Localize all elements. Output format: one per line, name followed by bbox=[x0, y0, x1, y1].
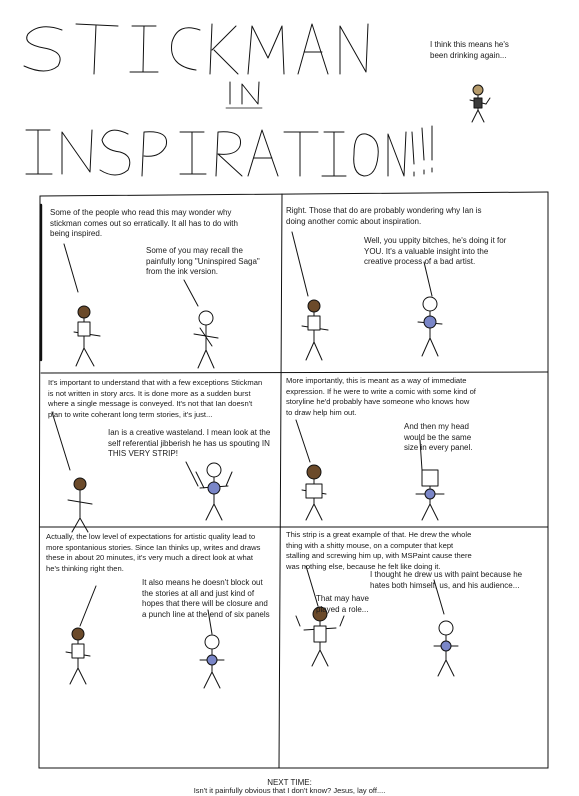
panel-6-narration: This strip is a great example of that. He drew the whole thing with a shitty mouse, on a computer that kept stalling and screwing him up, with MSPaint cause there was nothing else, because he felt like doing it. bbox=[286, 530, 472, 571]
header-caption: I think this means he's been drinking again... bbox=[430, 40, 509, 60]
title-lettering bbox=[24, 24, 432, 176]
panel-5-speech: It also means he doesn't block out the stories at all and just kind of hopes that there will be closure and a punch line at the end of six panels bbox=[142, 578, 270, 619]
panel-6-speech-b: That may have played a role... bbox=[316, 594, 369, 614]
panel-3-narration: It's important to understand that with a few exceptions Stickman is not written in story arcs. It is done more as a sudden burst where a single message is conveyed. It's not that Ian doesn't plan to write coherant long term stories, it's just... bbox=[48, 378, 263, 419]
panel-2-narration: Right. Those that do are probably wondering why Ian is doing another comic about inspiration. bbox=[286, 206, 482, 226]
panel-2-speech: Well, you uppity bitches, he's doing it for YOU. It's a valuable insight into the creative process of a bad artist. bbox=[364, 236, 507, 266]
panel-3-speech: Ian is a creative wasteland. I mean look at the self referential jibberish he has us spouting IN THIS VERY STRIP! bbox=[108, 428, 271, 458]
panel-1-speech: Some of you may recall the painfully long "Uninspired Saga" from the ink version. bbox=[146, 246, 260, 276]
panel-4-speech: And then my head would be the same size in every panel. bbox=[404, 422, 473, 452]
next-time-label: NEXT TIME: bbox=[267, 778, 312, 787]
panel-6-speech-a: I thought he drew us with paint because he hates both himself, us, and his audience... bbox=[370, 570, 523, 590]
panel-4-narration: More importantly, this is meant as a way of immediate expression. If he were to write a comic with some kind of storyline he'd probably have someone who knows how to draw help him out. bbox=[286, 376, 476, 417]
panel-5-narration: Actually, the low level of expectations for artistic quality lead to more spontanious stories. Since Ian thinks up, writes and draws these in about 20 minutes, it's very much a direct look at what he's thinking right then. bbox=[46, 532, 261, 573]
panel-1-narration: Some of the people who read this may wonder why stickman comes out so erratically. It all has to do with being inspired. bbox=[50, 208, 238, 238]
next-time-text: Isn't it painfully obvious that I don't know? Jesus, lay off.... bbox=[193, 786, 386, 795]
header-stickman-figure bbox=[470, 85, 490, 122]
panel-grid bbox=[39, 192, 548, 768]
